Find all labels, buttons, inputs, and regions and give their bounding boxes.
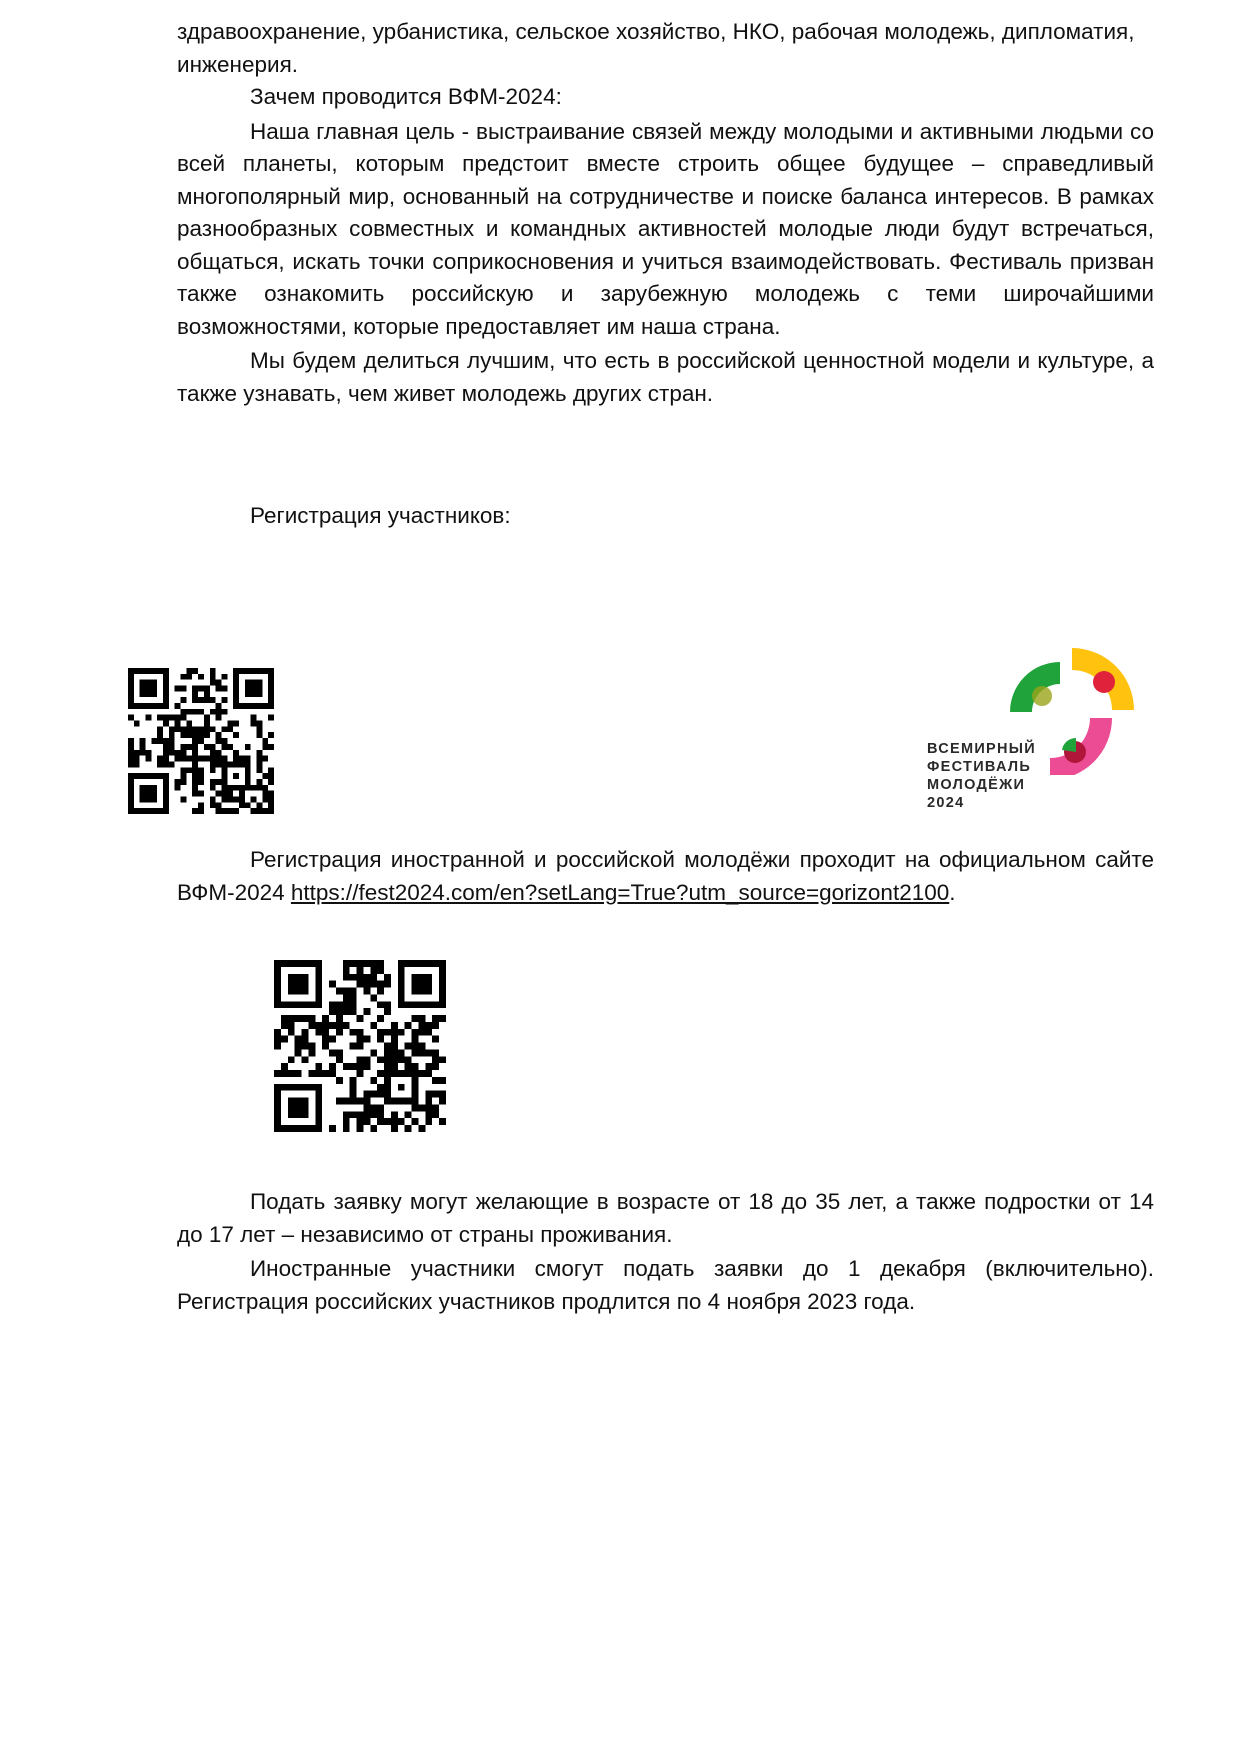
- registration-heading: Регистрация участников:: [250, 503, 511, 528]
- logo-line-2: ФЕСТИВАЛЬ: [927, 759, 1032, 775]
- qr-code-icon: [274, 960, 446, 1132]
- intro-line-1: здравоохранение, урбанистика, сельское хозяйство, НКО, рабочая молодежь, дипломатия,: [177, 19, 1135, 44]
- eligibility-paragraph-2: Иностранные участники смогут подать заявки до 1 декабря (включительно). Регистрация российских участников продлится по 4 ноября 2023 года.: [177, 1256, 1154, 1314]
- why-paragraph-1: Наша главная цель - выстраивание связей между молодыми и активными людьми со всей планеты, которым предстоит вместе строить общее будущее – справедливый многополярный мир, основанный на сотрудничестве и поиске баланса интересов. В рамках разнообразных совместных и командных активностей молодые люди будут встречаться, общаться, искать точки соприкосновения и учиться взаимодействовать. Фестиваль призван также ознакомить российскую и зарубежную молодежь с теми широчайшими возможностями, которые предоставляет им наша страна.: [177, 118, 1154, 339]
- red-dot-shape: [1093, 671, 1115, 693]
- registration-paragraph: [177, 844, 1154, 909]
- registration-text-end: .: [949, 879, 956, 905]
- eligibility-paragraph-1: Подать заявку могут желающие в возрасте от 18 до 35 лет, а также подростки от 14 до 17 лет – независимо от страны проживания.: [177, 1189, 1154, 1247]
- intro-line-2: инженерия.: [177, 51, 299, 77]
- eligibility-block: [177, 1186, 1154, 1318]
- green-leaf-shape: [1062, 738, 1076, 752]
- qr-code-icon: [128, 668, 274, 814]
- logo-wordmark: [927, 740, 1036, 812]
- registration-heading-block: [177, 500, 1154, 533]
- logo-line-4: 2024: [927, 795, 965, 811]
- why-paragraph-2: Мы будем делиться лучшим, что есть в российской ценностной модели и культуре, а также узнавать, чем живет молодежь других стран.: [177, 348, 1154, 406]
- olive-dot-shape: [1032, 686, 1052, 706]
- registration-link[interactable]: https://fest2024.com/en?setLang=True?utm_source=gorizont2100: [290, 879, 950, 905]
- why-heading: Зачем проводится ВФМ-2024:: [250, 84, 562, 109]
- registration-text: Регистрация иностранной и российской молодёжи проходит на официальном сайте ВФМ-2024: [177, 847, 1154, 905]
- green-arc-shape: [1010, 662, 1060, 712]
- qr-code-bottom[interactable]: [274, 960, 446, 1132]
- logo-line-1: ВСЕМИРНЫЙ: [927, 741, 1037, 757]
- intro-block: [177, 16, 1154, 81]
- logo-line-3: МОЛОДЁЖИ: [927, 777, 1026, 793]
- registration-paragraph-block: [177, 844, 1154, 909]
- festival-logo: [925, 640, 1145, 810]
- qr-code-top[interactable]: [128, 668, 274, 814]
- why-section: [177, 81, 1154, 410]
